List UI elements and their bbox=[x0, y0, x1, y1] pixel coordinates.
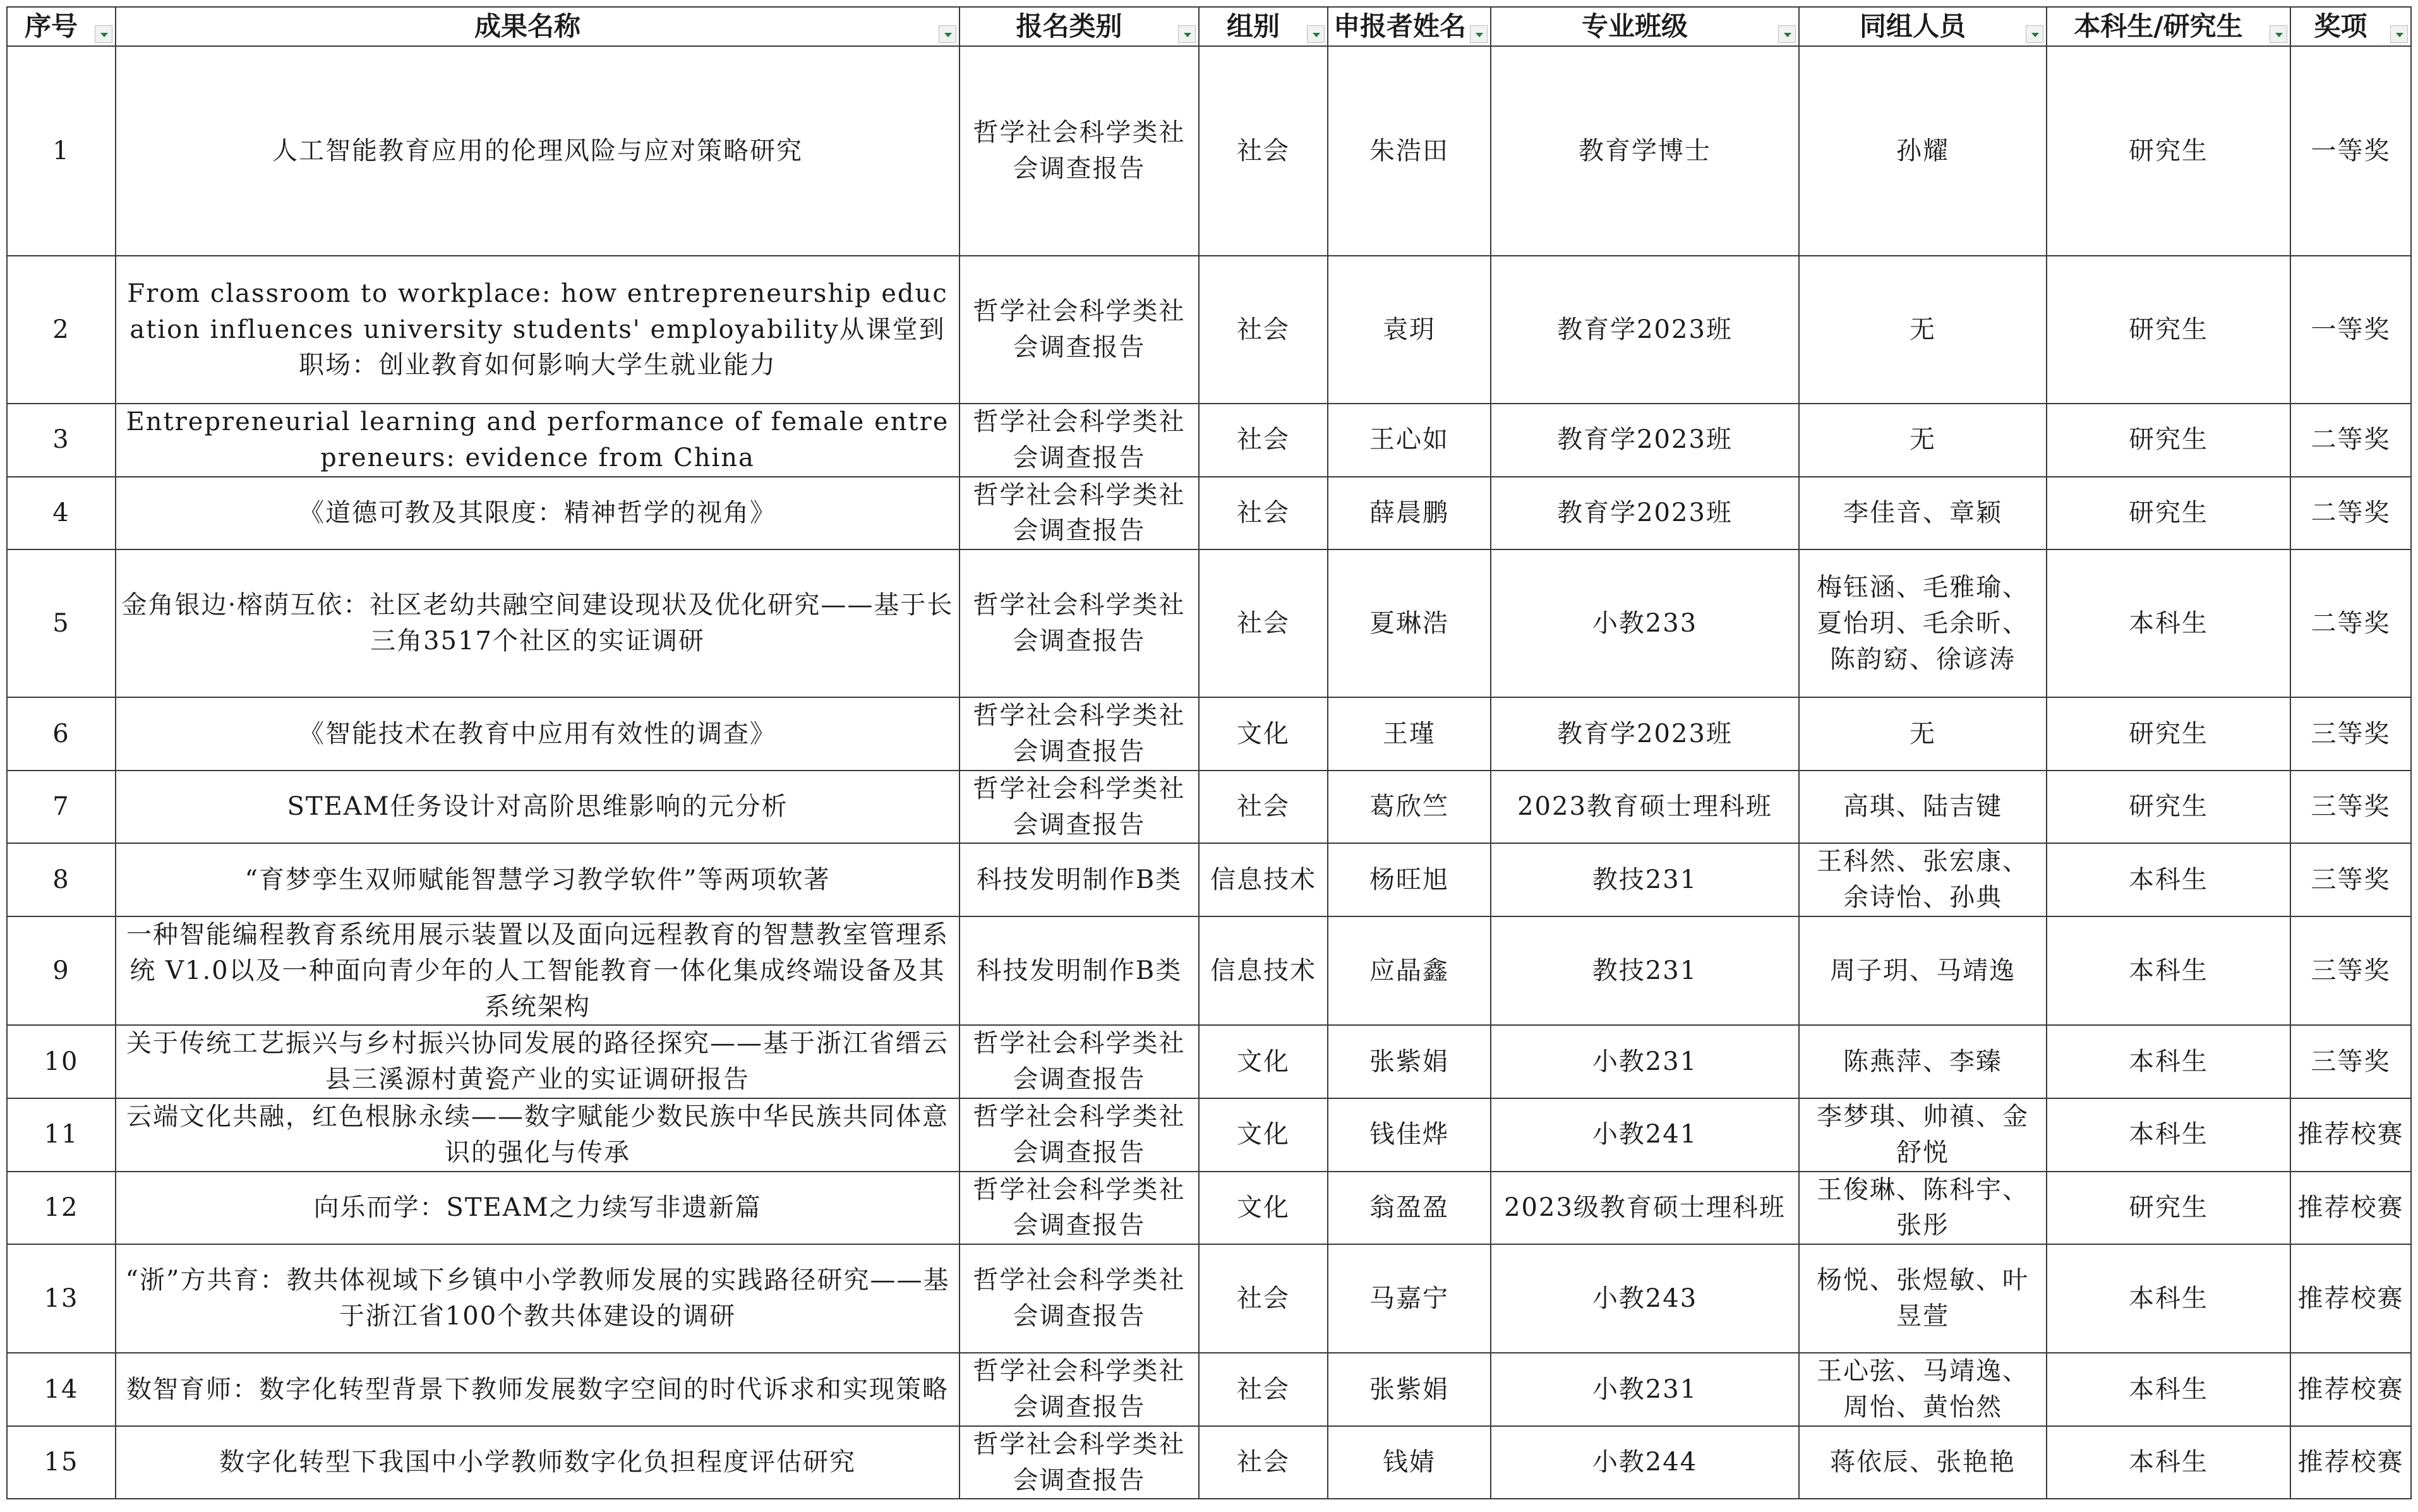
cell-category[interactable]: 哲学社会科学类社会调查报告 bbox=[959, 1172, 1199, 1245]
cell-no[interactable]: 4 bbox=[7, 477, 116, 550]
header-applicant-label: 申报者姓名 bbox=[1333, 11, 1467, 42]
cell-class[interactable]: 2023教育硕士理科班 bbox=[1491, 771, 1799, 844]
cell-category[interactable]: 哲学社会科学类社会调查报告 bbox=[959, 549, 1199, 697]
header-award-label: 奖项 bbox=[2314, 11, 2367, 42]
cell-applicant[interactable]: 钱佳烨 bbox=[1328, 1098, 1491, 1172]
cell-level[interactable]: 研究生 bbox=[2047, 46, 2290, 256]
cell-category[interactable]: 哲学社会科学类社会调查报告 bbox=[959, 256, 1199, 404]
cell-level[interactable]: 本科生 bbox=[2047, 1353, 2290, 1426]
cell-title[interactable]: 一种智能编程教育系统用展示装置以及面向远程教育的智慧教室管理系统 V1.0以及一种面向青少年的人工智能教育一体化集成终端设备及其系统架构 bbox=[116, 916, 959, 1025]
cell-category[interactable]: 科技发明制作B类 bbox=[959, 916, 1199, 1025]
cell-no[interactable]: 6 bbox=[7, 697, 116, 771]
cell-class[interactable]: 小教233 bbox=[1491, 549, 1799, 697]
cell-no[interactable]: 12 bbox=[7, 1172, 116, 1245]
header-group-label: 组别 bbox=[1226, 11, 1280, 42]
cell-category[interactable]: 哲学社会科学类社会调查报告 bbox=[959, 1244, 1199, 1353]
results-table bbox=[6, 6, 2412, 1499]
cell-no[interactable]: 7 bbox=[7, 771, 116, 844]
cell-title[interactable]: 数智育师：数字化转型背景下教师发展数字空间的时代诉求和实现策略 bbox=[116, 1353, 959, 1426]
cell-group[interactable]: 社会 bbox=[1199, 1244, 1328, 1353]
cell-no[interactable]: 13 bbox=[7, 1244, 116, 1353]
cell-members[interactable]: 孙耀 bbox=[1799, 46, 2047, 256]
table-row bbox=[7, 477, 2411, 550]
header-award bbox=[2290, 7, 2411, 46]
cell-applicant[interactable]: 应晶鑫 bbox=[1328, 916, 1491, 1025]
cell-class[interactable]: 教育学2023班 bbox=[1491, 697, 1799, 771]
header-row bbox=[7, 7, 2411, 46]
cell-category[interactable]: 哲学社会科学类社会调查报告 bbox=[959, 1098, 1199, 1172]
cell-title[interactable]: “育梦孪生双师赋能智慧学习教学软件”等两项软著 bbox=[116, 843, 959, 916]
table-row bbox=[7, 46, 2411, 256]
cell-class[interactable]: 教技231 bbox=[1491, 916, 1799, 1025]
cell-class[interactable]: 教育学2023班 bbox=[1491, 477, 1799, 550]
cell-group[interactable]: 社会 bbox=[1199, 1353, 1328, 1426]
cell-title[interactable]: 向乐而学：STEAM之力续写非遗新篇 bbox=[116, 1172, 959, 1245]
header-class-label: 专业班级 bbox=[1581, 11, 1688, 42]
header-level-label: 本科生/研究生 bbox=[2074, 11, 2243, 42]
table-row bbox=[7, 1098, 2411, 1172]
cell-applicant[interactable]: 朱浩田 bbox=[1328, 46, 1491, 256]
table-row bbox=[7, 843, 2411, 916]
cell-award[interactable]: 二等奖 bbox=[2290, 549, 2411, 697]
cell-group[interactable]: 社会 bbox=[1199, 46, 1328, 256]
cell-group[interactable]: 社会 bbox=[1199, 477, 1328, 550]
cell-level[interactable]: 本科生 bbox=[2047, 549, 2290, 697]
cell-category[interactable]: 科技发明制作B类 bbox=[959, 843, 1199, 916]
cell-applicant[interactable]: 夏琳浩 bbox=[1328, 549, 1491, 697]
cell-group[interactable]: 社会 bbox=[1199, 404, 1328, 477]
cell-no[interactable]: 1 bbox=[7, 46, 116, 256]
cell-members[interactable]: 陈燕萍、李臻 bbox=[1799, 1025, 2047, 1098]
filter-dropdown-icon[interactable] bbox=[939, 25, 956, 43]
cell-group[interactable]: 信息技术 bbox=[1199, 916, 1328, 1025]
cell-title[interactable]: 关于传统工艺振兴与乡村振兴协同发展的路径探究——基于浙江省缙云县三溪源村黄瓷产业的实证调研报告 bbox=[116, 1025, 959, 1098]
table-row bbox=[7, 1025, 2411, 1098]
cell-class[interactable]: 教育学2023班 bbox=[1491, 256, 1799, 404]
cell-applicant[interactable]: 张紫娟 bbox=[1328, 1353, 1491, 1426]
cell-class[interactable]: 小教241 bbox=[1491, 1098, 1799, 1172]
filter-dropdown-icon[interactable] bbox=[1470, 25, 1488, 43]
cell-no[interactable]: 9 bbox=[7, 916, 116, 1025]
cell-level[interactable]: 研究生 bbox=[2047, 1172, 2290, 1245]
cell-no[interactable]: 3 bbox=[7, 404, 116, 477]
header-group bbox=[1199, 7, 1328, 46]
header-category bbox=[959, 7, 1199, 46]
cell-award[interactable]: 推荐校赛 bbox=[2290, 1098, 2411, 1172]
cell-no[interactable]: 10 bbox=[7, 1025, 116, 1098]
table-row bbox=[7, 916, 2411, 1025]
cell-award[interactable]: 三等奖 bbox=[2290, 843, 2411, 916]
cell-applicant[interactable]: 袁玥 bbox=[1328, 256, 1491, 404]
cell-members[interactable]: 周子玥、马靖逸 bbox=[1799, 916, 2047, 1025]
cell-applicant[interactable]: 钱婧 bbox=[1328, 1426, 1491, 1499]
table-row bbox=[7, 771, 2411, 844]
cell-members[interactable]: 梅钰涵、毛雅瑜、夏怡玥、毛余昕、陈韵窈、徐谚涛 bbox=[1799, 549, 2047, 697]
cell-level[interactable]: 研究生 bbox=[2047, 697, 2290, 771]
cell-no[interactable]: 11 bbox=[7, 1098, 116, 1172]
cell-title[interactable]: 《道德可教及其限度：精神哲学的视角》 bbox=[116, 477, 959, 550]
table-row bbox=[7, 1172, 2411, 1245]
cell-level[interactable]: 本科生 bbox=[2047, 916, 2290, 1025]
cell-applicant[interactable]: 张紫娟 bbox=[1328, 1025, 1491, 1098]
cell-title[interactable]: Entrepreneurial learning and performance of female entrepreneurs: evidence from China bbox=[116, 404, 959, 477]
filter-dropdown-icon[interactable] bbox=[2270, 25, 2287, 43]
cell-level[interactable]: 本科生 bbox=[2047, 1244, 2290, 1353]
cell-level[interactable]: 研究生 bbox=[2047, 404, 2290, 477]
table-row bbox=[7, 1353, 2411, 1426]
cell-members[interactable]: 王科然、张宏康、余诗怡、孙典 bbox=[1799, 843, 2047, 916]
header-no-label: 序号 bbox=[24, 11, 78, 42]
header-members bbox=[1799, 7, 2047, 46]
cell-level[interactable]: 本科生 bbox=[2047, 1426, 2290, 1499]
cell-award[interactable]: 二等奖 bbox=[2290, 404, 2411, 477]
cell-no[interactable]: 15 bbox=[7, 1426, 116, 1499]
filter-dropdown-icon[interactable] bbox=[2026, 25, 2043, 43]
filter-dropdown-icon[interactable] bbox=[2390, 25, 2408, 43]
cell-level[interactable]: 本科生 bbox=[2047, 1025, 2290, 1098]
cell-award[interactable]: 推荐校赛 bbox=[2290, 1244, 2411, 1353]
cell-group[interactable]: 文化 bbox=[1199, 1098, 1328, 1172]
cell-class[interactable]: 小教244 bbox=[1491, 1426, 1799, 1499]
cell-class[interactable]: 教技231 bbox=[1491, 843, 1799, 916]
cell-category[interactable]: 哲学社会科学类社会调查报告 bbox=[959, 404, 1199, 477]
cell-award[interactable]: 三等奖 bbox=[2290, 916, 2411, 1025]
cell-title[interactable]: 数字化转型下我国中小学教师数字化负担程度评估研究 bbox=[116, 1426, 959, 1499]
cell-members[interactable]: 无 bbox=[1799, 256, 2047, 404]
header-no bbox=[7, 7, 116, 46]
cell-award[interactable]: 三等奖 bbox=[2290, 771, 2411, 844]
header-title bbox=[116, 7, 959, 46]
cell-level[interactable]: 研究生 bbox=[2047, 771, 2290, 844]
cell-applicant[interactable]: 翁盈盈 bbox=[1328, 1172, 1491, 1245]
cell-level[interactable]: 本科生 bbox=[2047, 843, 2290, 916]
cell-award[interactable]: 二等奖 bbox=[2290, 477, 2411, 550]
cell-members[interactable]: 王心弦、马靖逸、周怡、黄怡然 bbox=[1799, 1353, 2047, 1426]
cell-members[interactable]: 杨悦、张煜敏、叶昱萱 bbox=[1799, 1244, 2047, 1353]
cell-applicant[interactable]: 王瑾 bbox=[1328, 697, 1491, 771]
cell-no[interactable]: 2 bbox=[7, 256, 116, 404]
cell-level[interactable]: 研究生 bbox=[2047, 477, 2290, 550]
header-applicant bbox=[1328, 7, 1491, 46]
cell-no[interactable]: 8 bbox=[7, 843, 116, 916]
cell-group[interactable]: 社会 bbox=[1199, 549, 1328, 697]
cell-applicant[interactable]: 薛晨鹏 bbox=[1328, 477, 1491, 550]
cell-class[interactable]: 小教231 bbox=[1491, 1025, 1799, 1098]
cell-category[interactable]: 哲学社会科学类社会调查报告 bbox=[959, 1353, 1199, 1426]
filter-dropdown-icon[interactable] bbox=[1178, 25, 1196, 43]
cell-no[interactable]: 14 bbox=[7, 1353, 116, 1426]
cell-members[interactable]: 无 bbox=[1799, 404, 2047, 477]
cell-title[interactable]: 金角银边·榕荫互依：社区老幼共融空间建设现状及优化研究——基于长三角3517个社区的实证调研 bbox=[116, 549, 959, 697]
filter-dropdown-icon[interactable] bbox=[1307, 25, 1325, 43]
table-row bbox=[7, 256, 2411, 404]
header-level bbox=[2047, 7, 2290, 46]
cell-title[interactable]: 人工智能教育应用的伦理风险与应对策略研究 bbox=[116, 46, 959, 256]
table-body bbox=[7, 46, 2411, 1499]
cell-category[interactable]: 哲学社会科学类社会调查报告 bbox=[959, 1426, 1199, 1499]
cell-class[interactable]: 小教231 bbox=[1491, 1353, 1799, 1426]
cell-applicant[interactable]: 马嘉宁 bbox=[1328, 1244, 1491, 1353]
cell-title[interactable]: “浙”方共育：教共体视域下乡镇中小学教师发展的实践路径研究——基于浙江省100个教共体建设的调研 bbox=[116, 1244, 959, 1353]
table-row bbox=[7, 1426, 2411, 1499]
cell-award[interactable]: 推荐校赛 bbox=[2290, 1172, 2411, 1245]
cell-class[interactable]: 教育学2023班 bbox=[1491, 404, 1799, 477]
cell-category[interactable]: 哲学社会科学类社会调查报告 bbox=[959, 477, 1199, 550]
cell-category[interactable]: 哲学社会科学类社会调查报告 bbox=[959, 46, 1199, 256]
cell-title[interactable]: 《智能技术在教育中应用有效性的调查》 bbox=[116, 697, 959, 771]
cell-class[interactable]: 小教243 bbox=[1491, 1244, 1799, 1353]
header-class bbox=[1491, 7, 1799, 46]
header-category-label: 报名类别 bbox=[1016, 11, 1122, 42]
cell-members[interactable]: 无 bbox=[1799, 697, 2047, 771]
cell-award[interactable]: 三等奖 bbox=[2290, 697, 2411, 771]
cell-members[interactable]: 李佳音、章颖 bbox=[1799, 477, 2047, 550]
cell-level[interactable]: 研究生 bbox=[2047, 256, 2290, 404]
cell-class[interactable]: 2023级教育硕士理科班 bbox=[1491, 1172, 1799, 1245]
cell-applicant[interactable]: 葛欣竺 bbox=[1328, 771, 1491, 844]
filter-dropdown-icon[interactable] bbox=[95, 25, 112, 43]
cell-members[interactable]: 李梦琪、帅禛、金舒悦 bbox=[1799, 1098, 2047, 1172]
cell-award[interactable]: 一等奖 bbox=[2290, 46, 2411, 256]
cell-group[interactable]: 社会 bbox=[1199, 771, 1328, 844]
cell-class[interactable]: 教育学博士 bbox=[1491, 46, 1799, 256]
table-row bbox=[7, 1244, 2411, 1353]
cell-group[interactable]: 文化 bbox=[1199, 1172, 1328, 1245]
table-row bbox=[7, 404, 2411, 477]
table-row bbox=[7, 697, 2411, 771]
cell-award[interactable]: 一等奖 bbox=[2290, 256, 2411, 404]
cell-members[interactable]: 王俊琳、陈科宇、张彤 bbox=[1799, 1172, 2047, 1245]
cell-group[interactable]: 文化 bbox=[1199, 697, 1328, 771]
cell-category[interactable]: 哲学社会科学类社会调查报告 bbox=[959, 1025, 1199, 1098]
cell-level[interactable]: 本科生 bbox=[2047, 1098, 2290, 1172]
cell-members[interactable]: 高琪、陆吉键 bbox=[1799, 771, 2047, 844]
header-members-label: 同组人员 bbox=[1859, 11, 1966, 42]
header-title-label: 成果名称 bbox=[474, 11, 580, 42]
cell-group[interactable]: 文化 bbox=[1199, 1025, 1328, 1098]
cell-no[interactable]: 5 bbox=[7, 549, 116, 697]
cell-group[interactable]: 社会 bbox=[1199, 1426, 1328, 1499]
cell-award[interactable]: 推荐校赛 bbox=[2290, 1353, 2411, 1426]
cell-category[interactable]: 哲学社会科学类社会调查报告 bbox=[959, 771, 1199, 844]
cell-award[interactable]: 三等奖 bbox=[2290, 1025, 2411, 1098]
cell-title[interactable]: From classroom to workplace: how entrepreneurship education influences university students' employability从课堂到职场：创业教育如何影响大学生就业能力 bbox=[116, 256, 959, 404]
cell-category[interactable]: 哲学社会科学类社会调查报告 bbox=[959, 697, 1199, 771]
cell-title[interactable]: 云端文化共融，红色根脉永续——数字赋能少数民族中华民族共同体意识的强化与传承 bbox=[116, 1098, 959, 1172]
cell-award[interactable]: 推荐校赛 bbox=[2290, 1426, 2411, 1499]
cell-applicant[interactable]: 王心如 bbox=[1328, 404, 1491, 477]
cell-group[interactable]: 社会 bbox=[1199, 256, 1328, 404]
filter-dropdown-icon[interactable] bbox=[1778, 25, 1796, 43]
cell-applicant[interactable]: 杨旺旭 bbox=[1328, 843, 1491, 916]
cell-title[interactable]: STEAM任务设计对高阶思维影响的元分析 bbox=[116, 771, 959, 844]
cell-group[interactable]: 信息技术 bbox=[1199, 843, 1328, 916]
cell-members[interactable]: 蒋依辰、张艳艳 bbox=[1799, 1426, 2047, 1499]
table-row bbox=[7, 549, 2411, 697]
